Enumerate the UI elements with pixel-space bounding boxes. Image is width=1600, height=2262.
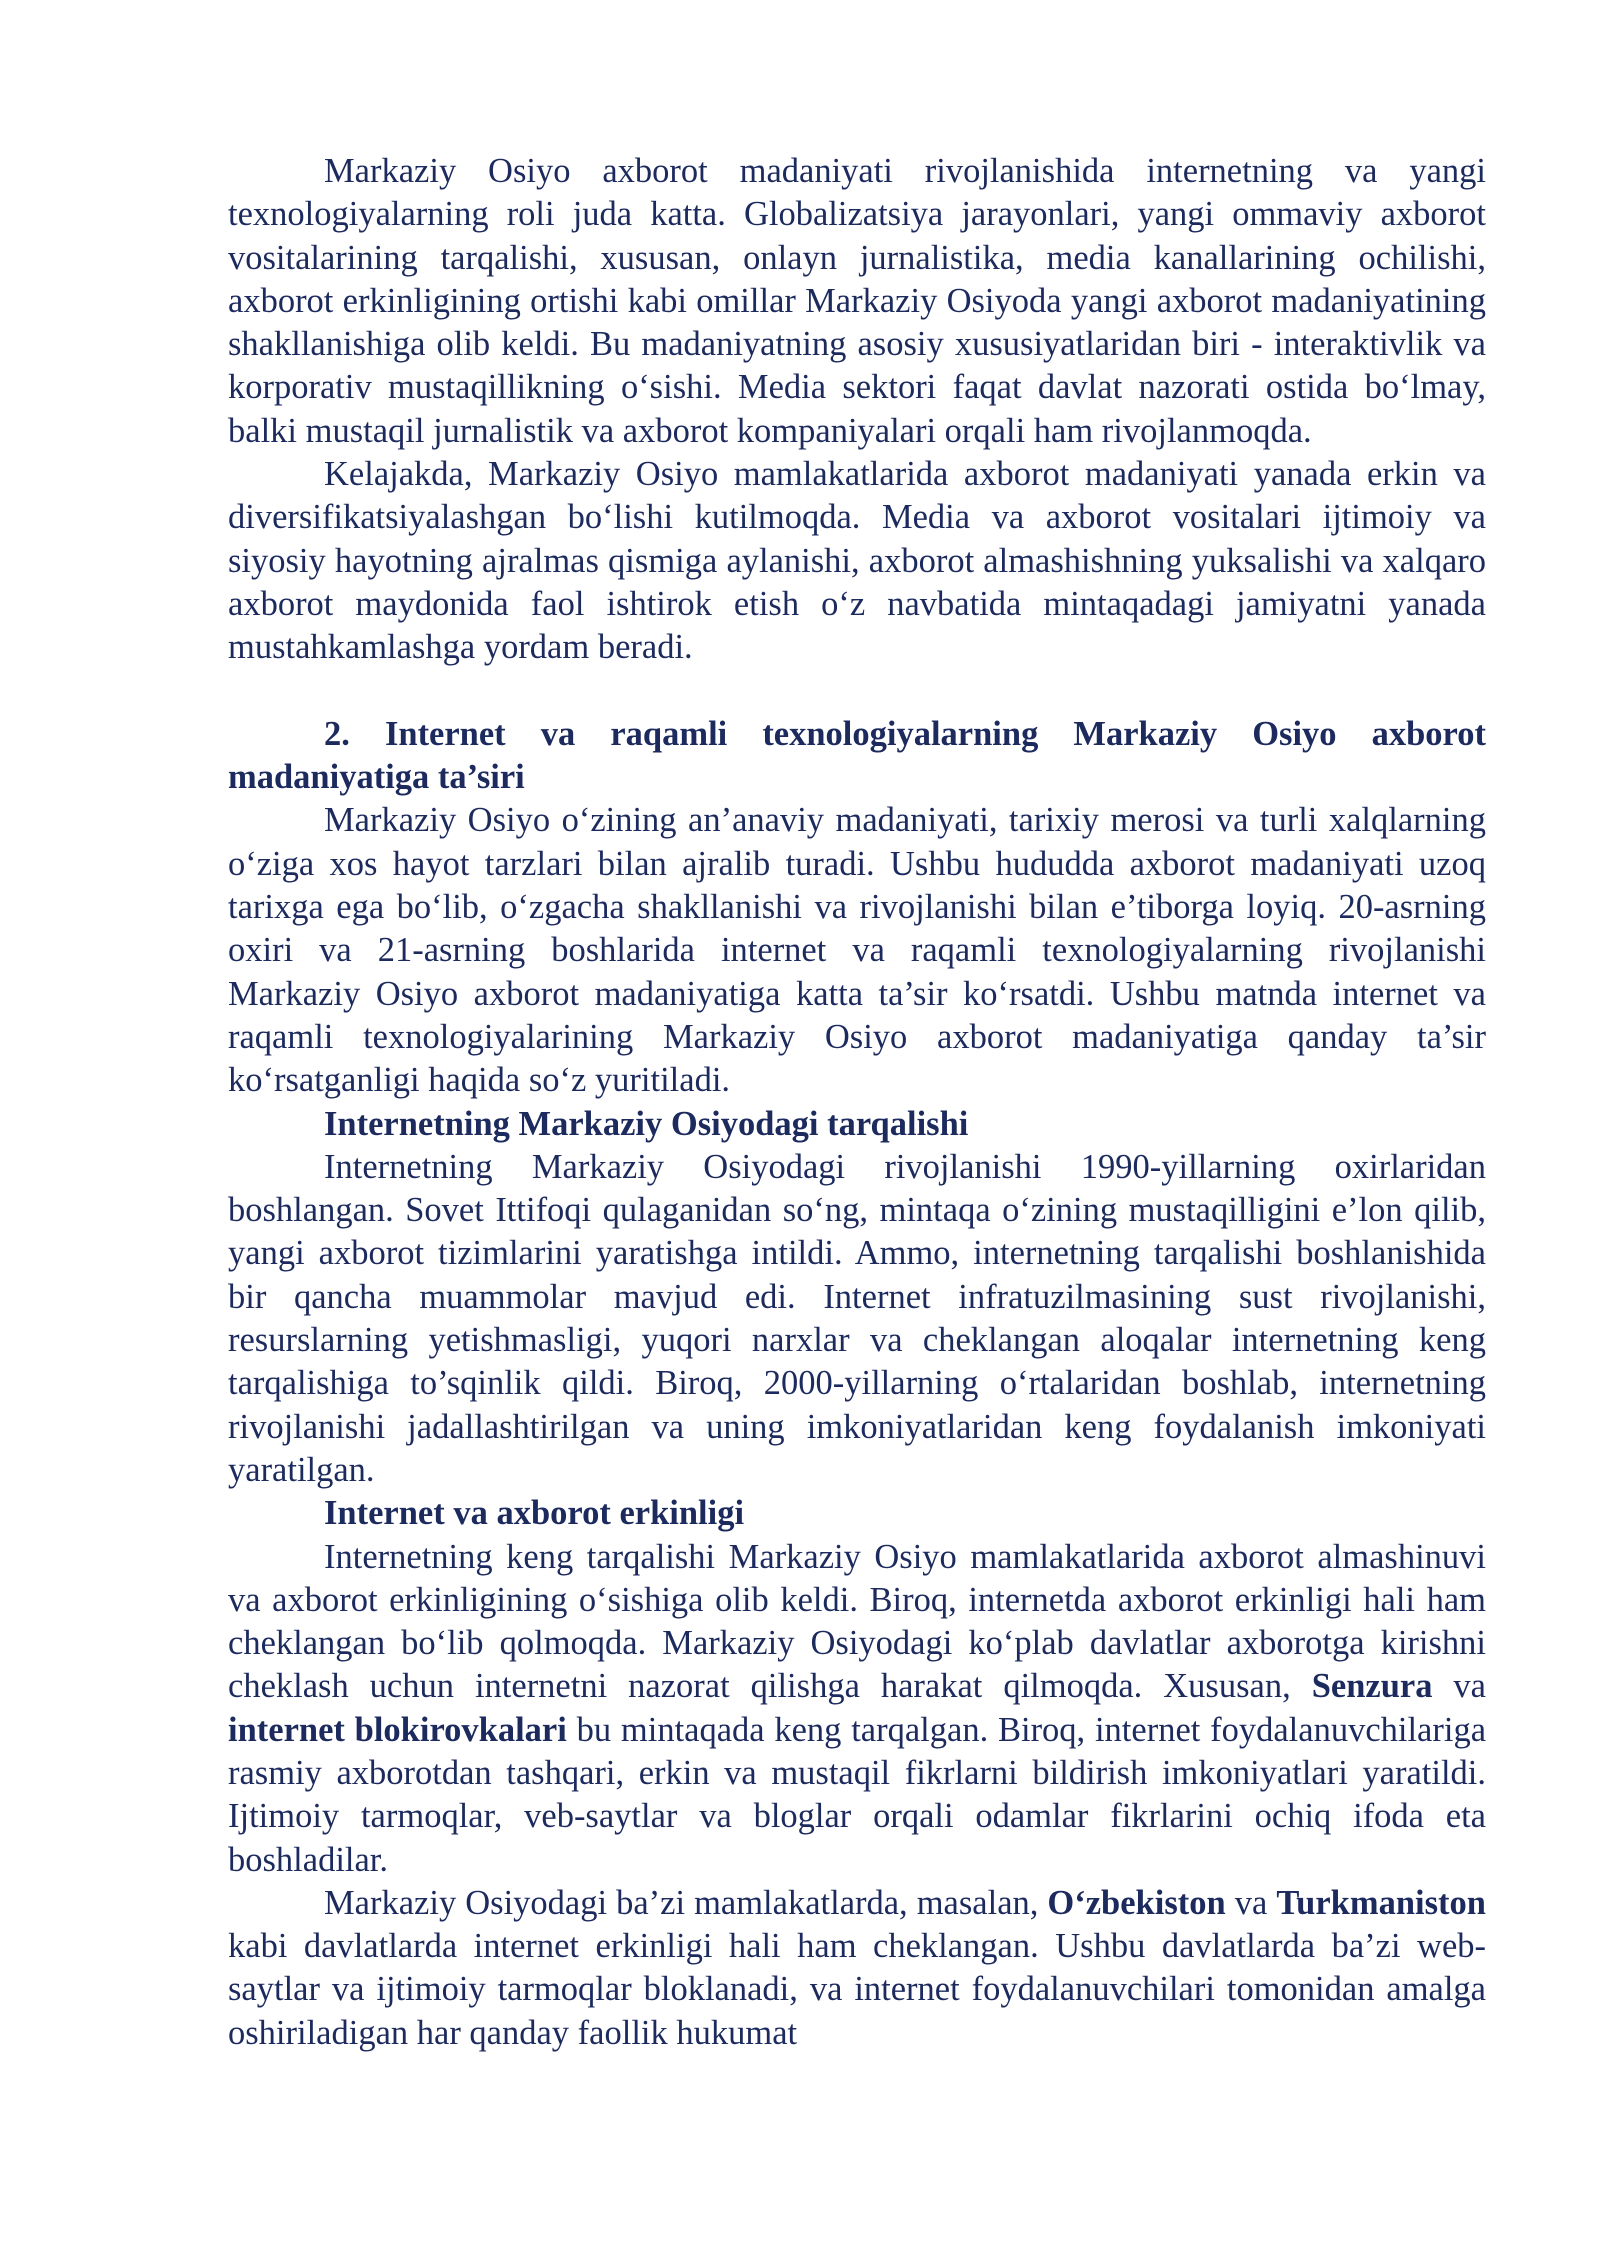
paragraph-4: Internetning Markaziy Osiyodagi rivojlanishi 1990-yillarning oxirlaridan boshlangan. Sovet Ittifoqi qulaganidan so‘ng, mintaqa o‘zining mustaqilligini e’lon qilib, yangi axborot tizimlarini yaratishga intildi. Ammo, internetning tarqalishi boshlanishida bir qancha muammolar mavjud edi. Internet infratuzilmasining sust rivojlanishi, resurslarning yetishmasligi, yuqori narxlar va cheklangan aloqalar internetning keng tarqalishiga to’sqinlik qildi. Biroq, 2000-yillarning o‘rtalaridan boshlab, internetning rivojlanishi jadallashtirilgan va uning imkoniyatlaridan keng foydalanish imkoniyati yaratilgan. — [228, 1147, 1486, 1489]
paragraph-6-text-a: Markaziy Osiyodagi ba’zi mamlakatlarda, masalan, — [324, 1883, 1048, 1922]
bold-term-uzbekistan: O‘zbekiston — [1047, 1883, 1226, 1922]
paragraph-5-text-b: va — [1432, 1667, 1486, 1706]
paragraph-5-text-a: Internetning keng tarqalishi Markaziy Osiyo mamlakatlarida axborot almashinuvi va axborot erkinligining o‘sishiga olib keldi. Biroq, internetda axborot erkinligi hali ham cheklangan bo‘lib qolmoqda. Markaziy Osiyodagi ko‘plab davlatlar axborotga kirishni cheklash uchun internetni nazorat qilishga harakat qilmoqda. Xususan, — [228, 1537, 1486, 1706]
document-page — [228, 150, 1486, 2055]
paragraph-6-text-c: kabi davlatlarda internet erkinligi hali ham cheklangan. Ushbu davlatlarda ba’zi web-saytlar va ijtimoiy tarmoqlar bloklanadi, va internet foydalanuvchilari tomonidan amalga oshiriladigan har qanday faollik hukumat — [228, 1927, 1486, 2052]
subheading-internet-spread: Internetning Markaziy Osiyodagi tarqalishi — [324, 1104, 969, 1143]
blank-line — [228, 670, 1486, 713]
bold-term-turkmenistan: Turkmaniston — [1276, 1883, 1486, 1922]
paragraph-6 — [228, 1882, 1486, 2055]
paragraph-6-text-b: va — [1225, 1883, 1277, 1922]
paragraph-5-text-c: bu mintaqada keng tarqalgan. Biroq, internet foydalanuvchilariga rasmiy axborotdan tashqari, erkin va mustaqil fikrlarni bildirish imkoniyatlari yaratildi. Ijtimoiy tarmoqlar, veb-saytlar va bloglar orqali odamlar fikrlarini ochiq ifoda eta boshladilar. — [228, 1710, 1487, 1879]
bold-term-internet-blocks: internet blokirovkalari — [228, 1710, 567, 1749]
bold-term-senzura: Senzura — [1311, 1667, 1433, 1706]
subheading-internet-freedom: Internet va axborot erkinligi — [324, 1494, 745, 1533]
paragraph-2: Kelajakda, Markaziy Osiyo mamlakatlarida axborot madaniyati yanada erkin va diversifikatsiyalashgan bo‘lishi kutilmoqda. Media va axborot vositalari ijtimoiy va siyosiy hayotning ajralmas qismiga aylanishi, axborot almashishning yuksalishi va xalqaro axborot maydonida faol ishtirok etish o‘z navbatida mintaqadagi jamiyatni yanada mustahkamlashga yordam beradi. — [228, 455, 1486, 667]
paragraph-3: Markaziy Osiyo o‘zining an’anaviy madaniyati, tarixiy merosi va turli xalqlarning o‘ziga xos hayot tarzlari bilan ajralib turadi. Ushbu hududda axborot madaniyati uzoq tarixga ega bo‘lib, o‘zgacha shakllanishi va rivojlanishi bilan e’tiborga loyiq. 20-asrning oxiri va 21-asrning boshlarida internet va raqamli texnologiyalarning rivojlanishi Markaziy Osiyo axborot madaniyatiga katta ta’sir ko‘rsatdi. Ushbu matnda internet va raqamli texnologiyalarining Markaziy Osiyo axborot madaniyatiga qanday ta’sir ko‘rsatganligi haqida so‘z yuritiladi. — [228, 801, 1486, 1100]
paragraph-1: Markaziy Osiyo axborot madaniyati rivojlanishida internetning va yangi texnologiyalarning roli juda katta. Globalizatsiya jarayonlari, yangi ommaviy axborot vositalarining tarqalishi, xususan, onlayn jurnalistika, media kanallarining ochilishi, axborot erkinligining ortishi kabi omillar Markaziy Osiyoda yangi axborot madaniyatining shakllanishiga olib keldi. Bu madaniyatning asosiy xususiyatlaridan biri - interaktivlik va korporativ mustaqillikning o‘sishi. Media sektori faqat davlat nazorati ostida bo‘lmay, balki mustaqil jurnalistik va axborot kompaniyalari orqali ham rivojlanmoqda. — [228, 152, 1486, 450]
paragraph-5 — [228, 1536, 1486, 1882]
section-2-heading: 2. Internet va raqamli texnologiyalarning Markaziy Osiyo axborot madaniyatiga ta’siri — [228, 714, 1486, 797]
